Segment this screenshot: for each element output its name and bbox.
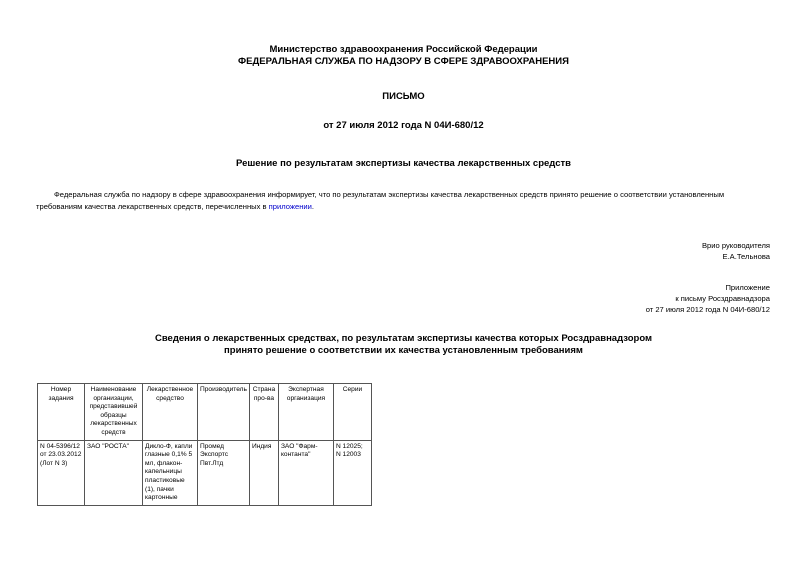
- header-expert-org: Экспертная организация: [278, 384, 333, 441]
- body-text-end: .: [311, 202, 314, 211]
- document-subject: Решение по результатам экспертизы качества лекарственных средств: [236, 158, 571, 169]
- header-series: Серии: [333, 384, 371, 441]
- body-text: Федеральная служба по надзору в сфере здравоохранения информирует, что по результатам экспертизы качества лекарственных средств принято решение о соответствии установленным требованиям качества лекарственных средств, перечисленных в: [36, 190, 725, 211]
- header-task-number: Номер задания: [38, 384, 85, 441]
- header-organization: Наименование организации, представившей образцы лекарственных средств: [85, 384, 143, 441]
- cell-drug: Дикло-Ф, капли глазные 0,1% 5 мл, флакон-капельницы пластиковые (1), пачки картонные: [143, 440, 198, 505]
- drugs-table: [37, 383, 372, 506]
- table-row: [38, 440, 372, 505]
- table-header-row: [38, 384, 372, 441]
- document-type: ПИСЬМО: [382, 91, 425, 102]
- cell-organization: ЗАО "РОСТА": [85, 440, 143, 505]
- appendix-reference: к письму Росздравнадзора: [675, 294, 770, 303]
- header-country: Страна про-ва: [249, 384, 278, 441]
- header-manufacturer: Производитель: [198, 384, 250, 441]
- appendix-title: Сведения о лекарственных средствах, по результатам экспертизы качества которых Росздравнадзором принято решение о соответствии их качества установленным требованиям: [154, 333, 653, 356]
- header-drug: Лекарственное средство: [143, 384, 198, 441]
- cell-country: Индия: [249, 440, 278, 505]
- appendix-link[interactable]: приложении: [268, 202, 312, 211]
- signatory-position: Врио руководителя: [701, 241, 770, 250]
- appendix-label: Приложение: [725, 283, 770, 292]
- service-name: ФЕДЕРАЛЬНАЯ СЛУЖБА ПО НАДЗОРУ В СФЕРЕ ЗДРАВООХРАНЕНИЯ: [238, 56, 569, 67]
- letter-body: [36, 189, 770, 213]
- cell-expert-org: ЗАО "Фарм-контанта": [278, 440, 333, 505]
- cell-manufacturer: Промед Экспортс Пвт.Лтд: [198, 440, 250, 505]
- cell-task-number: N 04-5396/12 от 23.03.2012 (Лот N 3): [38, 440, 85, 505]
- ministry-name: Министерство здравоохранения Российской Федерации: [269, 44, 538, 55]
- appendix-date-number: от 27 июля 2012 года N 04И-680/12: [645, 305, 770, 314]
- signatory-name: Е.А.Тельнова: [722, 252, 770, 261]
- document-date-number: от 27 июля 2012 года N 04И-680/12: [323, 120, 484, 131]
- cell-series: N 12025; N 12003: [333, 440, 371, 505]
